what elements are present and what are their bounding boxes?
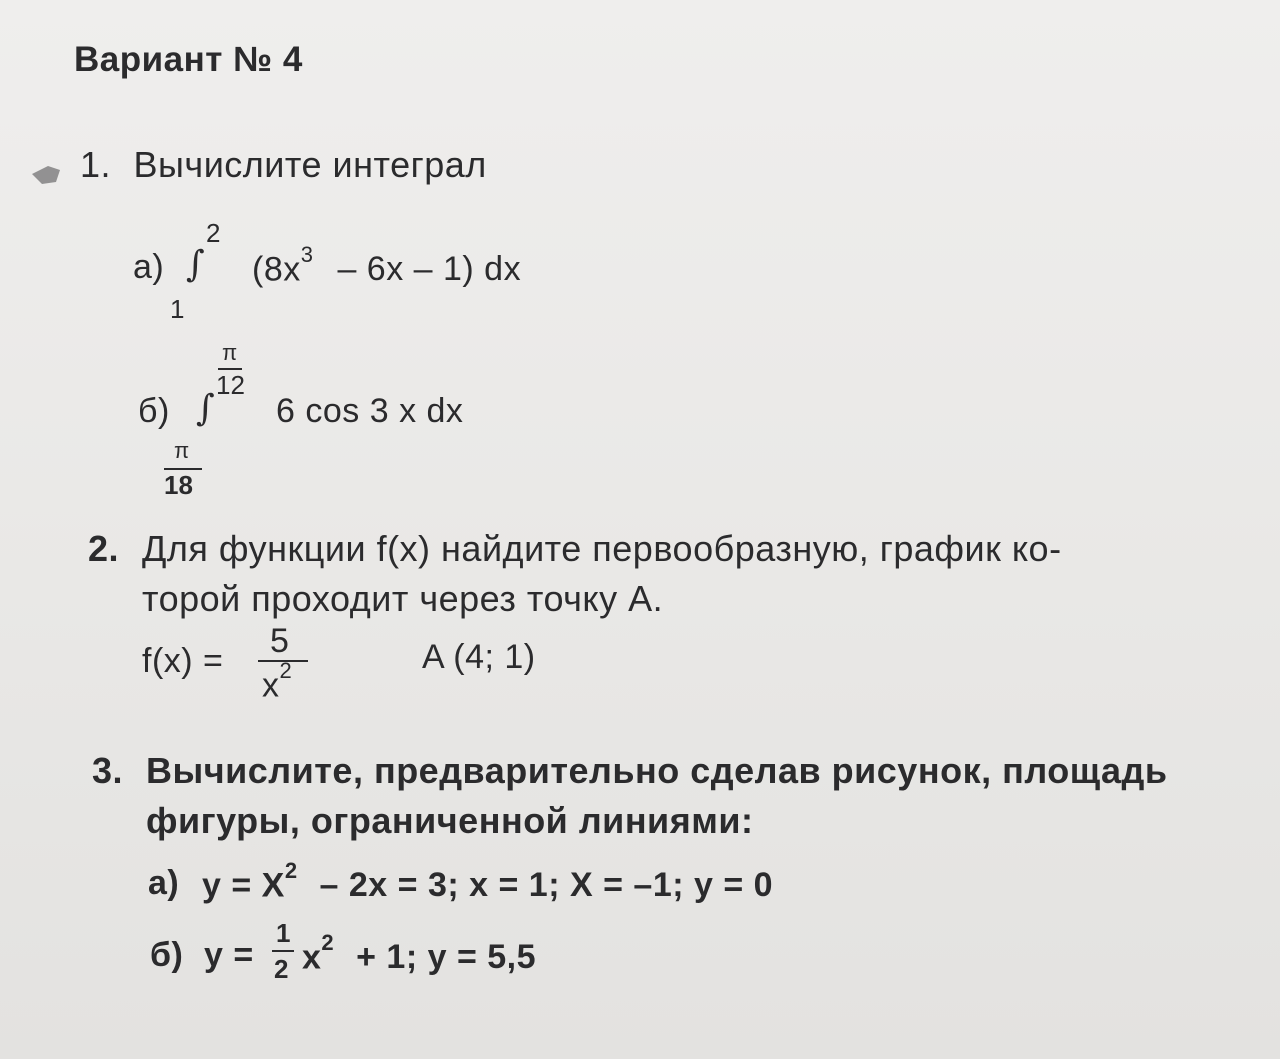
task3b-label: б) xyxy=(150,936,184,974)
task2-line2: торой проходит через точку А. xyxy=(142,578,664,619)
variant-title: Вариант № 4 xyxy=(74,40,303,79)
task1b-lower-numerator: π xyxy=(174,438,190,463)
task1-heading xyxy=(80,144,487,186)
task3a-part2: – 2x = 3; x = 1; X = –1; y = 0 xyxy=(319,866,774,905)
task2-fraction-denominator xyxy=(262,658,293,705)
task3b-part1: y = xyxy=(204,936,254,974)
task1b-upper-denominator: 12 xyxy=(216,370,245,400)
task3b-fraction-denominator: 2 xyxy=(274,954,289,984)
task1-number: 1. xyxy=(80,144,112,185)
task1a-upper-limit: 2 xyxy=(206,218,221,248)
task3b-part2: x xyxy=(302,938,322,977)
pin-mark-icon xyxy=(30,160,70,190)
task3-number xyxy=(92,750,123,792)
task2-fraction-numerator: 5 xyxy=(270,622,290,660)
task1b-label: б) xyxy=(138,392,170,430)
task1a-integral-sign: ∫ xyxy=(186,244,205,285)
task2-function-label: f(x) = xyxy=(142,642,224,680)
task2-point: A (4; 1) xyxy=(422,638,536,676)
task3-line2: фигуры, ограниченной линиями: xyxy=(146,800,754,841)
task3b-fraction-numerator: 1 xyxy=(276,918,291,948)
task1-text: Вычислите интеграл xyxy=(133,144,487,185)
task2-den-base: x xyxy=(262,666,280,705)
task3b-fraction-line xyxy=(272,950,294,952)
task1b-lower-denominator: 18 xyxy=(164,470,193,500)
task2-line1: Для функции f(x) найдите первообразную, график ко- xyxy=(142,528,1062,569)
task2-number-text: 2. xyxy=(88,528,120,569)
task1a-expr-part2: – 6x – 1) dx xyxy=(337,250,522,289)
task3b-power: 2 xyxy=(321,930,335,955)
task3a-equation xyxy=(202,858,774,905)
task1b-integral-sign: ∫ xyxy=(196,388,215,429)
task2-den-power: 2 xyxy=(279,658,293,683)
task3b-rest xyxy=(302,930,537,977)
task1a-expression xyxy=(252,242,522,289)
task1a-power: 3 xyxy=(300,242,314,267)
task3a-power: 2 xyxy=(284,858,298,883)
task1a-lower-limit: 1 xyxy=(170,294,185,324)
task1b-upper-numerator: π xyxy=(222,340,238,365)
task2-number xyxy=(88,528,119,570)
task3a-label: а) xyxy=(148,864,180,902)
task1a-expr-part1: (8x xyxy=(252,250,301,289)
task3b-part3: + 1; y = 5,5 xyxy=(356,938,537,977)
task1b-expression: 6 cos 3 x dx xyxy=(276,392,464,430)
task3-line1: Вычислите, предварительно сделав рисунок, площадь xyxy=(146,750,1168,791)
task1a-label: а) xyxy=(133,248,165,286)
task3a-part1: y = X xyxy=(202,866,285,905)
task3-number-text: 3. xyxy=(92,750,124,791)
